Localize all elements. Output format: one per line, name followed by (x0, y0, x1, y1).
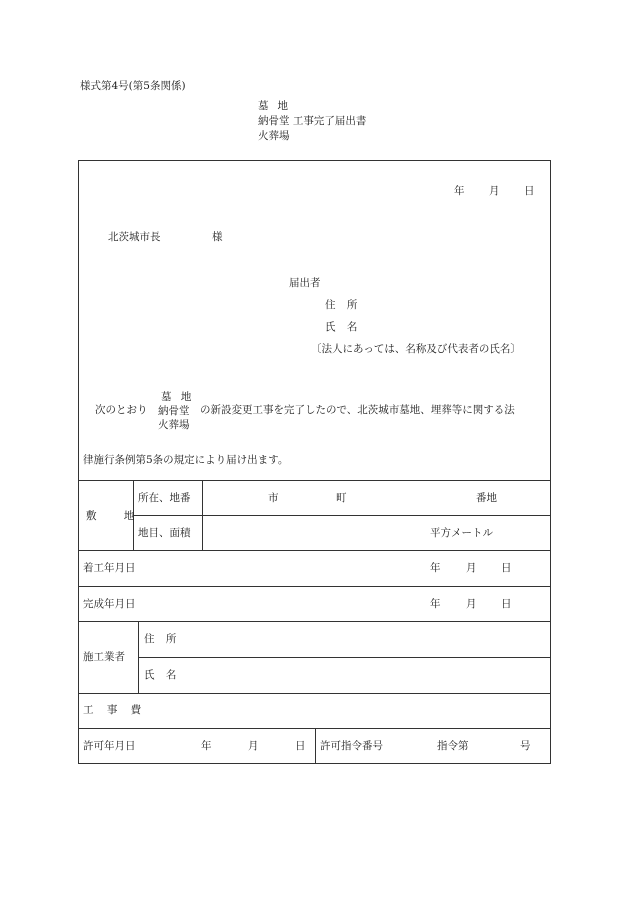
site-lot-unit: 番地 (476, 492, 497, 504)
body-prefix: 次のとおり (95, 404, 148, 416)
form-number: 様式第4号(第5条関係) (80, 80, 186, 92)
completion-date-day: 日 (501, 598, 512, 610)
site-town-unit: 町 (336, 492, 347, 504)
rule-cost-top (78, 693, 551, 694)
contractor-address-label: 住 所 (144, 633, 181, 645)
rule-complete-top (78, 586, 551, 587)
body-facility-stack (158, 390, 194, 432)
contractor-name-label: 氏 名 (144, 669, 181, 681)
rule-site-top (78, 480, 551, 481)
heading-title-line (258, 114, 366, 129)
date-day: 日 (524, 185, 535, 197)
permit-date-label: 許可年月日 (83, 740, 136, 752)
form-heading (258, 99, 366, 144)
heading-title: 工事完了届出書 (292, 115, 367, 127)
heading-facility-crematorium: 火葬場 (258, 130, 290, 142)
notifier-label: 届出者 (289, 277, 321, 289)
rule-site-mid (133, 515, 551, 516)
site-area-label: 地目、面積 (138, 527, 191, 539)
contractor-label: 施工業者 (83, 651, 125, 663)
body-facility-crematorium: 火葬場 (158, 419, 190, 431)
permit-directive-label: 指令第 (437, 740, 469, 752)
addressee-honorific: 様 (212, 231, 223, 243)
rule-contractor-top (78, 621, 551, 622)
notifier-corporate-note: 〔法人にあっては、名称及び代表者の氏名〕 (311, 343, 521, 355)
start-date-month: 月 (466, 562, 477, 574)
completion-date-month: 月 (466, 598, 477, 610)
date-month: 月 (489, 185, 500, 197)
permit-date-month: 月 (248, 740, 259, 752)
heading-facility-ossuary: 納骨堂 (258, 115, 290, 127)
site-label: 敷 地 (86, 510, 147, 522)
body-facility-ossuary: 納骨堂 (158, 405, 190, 417)
rule-start-top (78, 550, 551, 551)
body-sentence-2: 律施行条例第5条の規定により届け出ます。 (83, 454, 289, 466)
site-city-unit: 市 (268, 492, 279, 504)
rule-permit-split (315, 728, 316, 764)
rule-contractor-label (138, 621, 139, 693)
permit-number-label: 許可指令番号 (320, 740, 383, 752)
completion-date-year: 年 (430, 598, 441, 610)
permit-date-year: 年 (201, 740, 212, 752)
start-date-day: 日 (501, 562, 512, 574)
rule-site-field (202, 480, 203, 550)
rule-contractor-mid (138, 657, 551, 658)
heading-facility-cemetery: 墓地 (258, 100, 297, 112)
body-sentence-1: の新設変更工事を完了したので、北茨城市墓地、埋葬等に関する法 (200, 404, 515, 416)
start-date-label: 着工年月日 (83, 562, 136, 574)
notifier-address-label: 住 所 (325, 299, 362, 311)
site-location-label: 所在、地番 (138, 492, 191, 504)
permit-number-suffix: 号 (520, 740, 531, 752)
construction-cost-label: 工 事 費 (83, 704, 147, 716)
site-area-unit: 平方メートル (430, 527, 493, 539)
body-facility-cemetery: 墓 地 (161, 391, 195, 403)
date-year: 年 (454, 185, 465, 197)
notifier-name-label: 氏 名 (325, 321, 362, 333)
start-date-year: 年 (430, 562, 441, 574)
addressee-name: 北茨城市長 (108, 231, 161, 243)
completion-date-label: 完成年月日 (83, 598, 136, 610)
permit-date-day: 日 (295, 740, 306, 752)
